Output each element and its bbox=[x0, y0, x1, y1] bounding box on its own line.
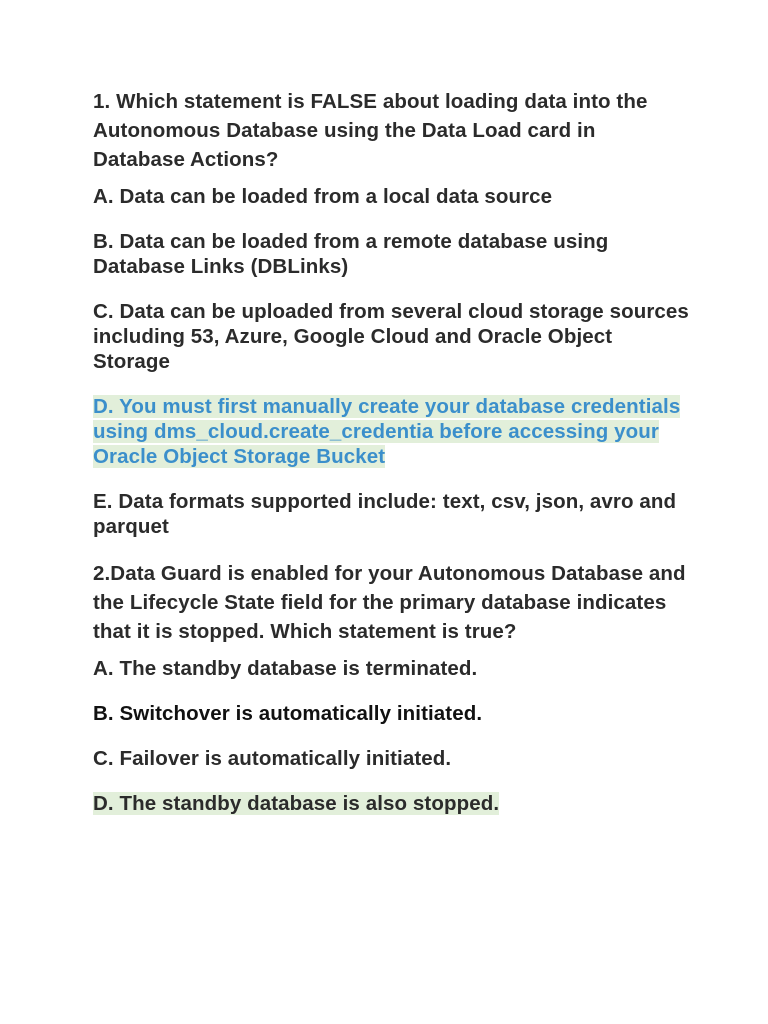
q2-option-a: A. The standby database is terminated. bbox=[93, 657, 478, 680]
document-page bbox=[93, 87, 693, 836]
q1-option-c: C. Data can be uploaded from several cloud storage sources including 53, Azure, Google Cloud and Oracle Object Storage bbox=[93, 300, 689, 373]
q1-option-e: E. Data formats supported include: text, csv, json, avro and parquet bbox=[93, 490, 677, 538]
q1-option-d-text: D. You must first manually create your database credentials using dms_cloud.create_credentia before accessing your Oracle Object Storage Bucket bbox=[93, 395, 681, 468]
q1-option-b: B. Data can be loaded from a remote database using Database Links (DBLinks) bbox=[93, 230, 609, 278]
q1-option-a: A. Data can be loaded from a local data source bbox=[93, 185, 553, 208]
q2-option-d-text: D. The standby database is also stopped. bbox=[93, 792, 500, 815]
q2-option-c: C. Failover is automatically initiated. bbox=[93, 747, 452, 770]
q2-option-d-answer bbox=[93, 791, 693, 816]
question-2: 2.Data Guard is enabled for your Autonomous Database and the Lifecycle State field for the primary database indicates that it is stopped. Which statement is true? bbox=[93, 562, 686, 643]
question-1: 1. Which statement is FALSE about loading data into the Autonomous Database using the Data Load card in Database Actions? bbox=[93, 90, 648, 171]
q1-option-d-answer bbox=[93, 394, 693, 469]
q2-option-b: B. Switchover is automatically initiated. bbox=[93, 702, 483, 725]
